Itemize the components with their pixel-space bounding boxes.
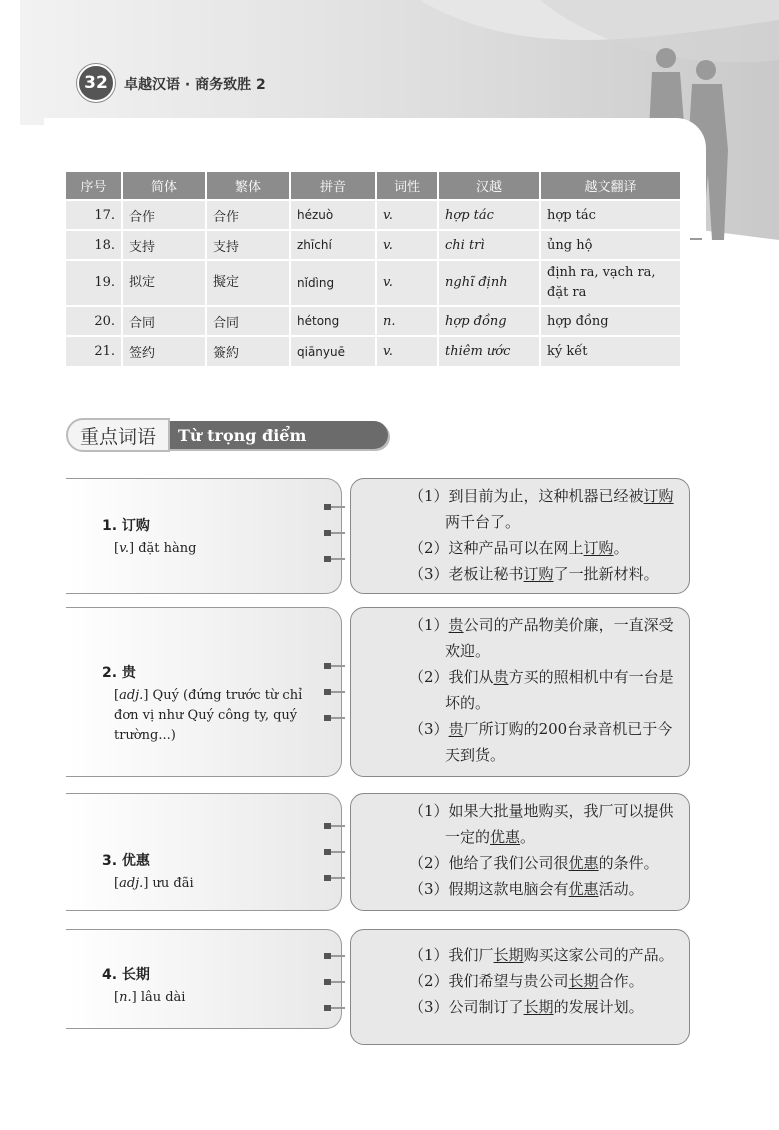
example-sentence: （3）假期这款电脑会有优惠活动。 (409, 880, 644, 898)
word-pos: adj. (119, 876, 144, 891)
word-title: 2. 贵 (102, 665, 136, 681)
cell-simplified: 拟定 (122, 260, 206, 306)
cell-traditional: 擬定 (206, 260, 290, 306)
table-row (66, 260, 680, 306)
example-sentence: （1）贵公司的产品物美价廉，一直深受欢迎。 (409, 616, 674, 660)
cell-traditional: 合同 (206, 306, 290, 336)
cell-num: 20. (66, 306, 122, 336)
table-row (66, 200, 680, 230)
word-pos: v. (119, 541, 130, 556)
cell-num: 18. (66, 230, 122, 260)
example-sentence: （2）我们希望与贵公司长期合作。 (409, 972, 644, 990)
cell-translation: ủng hộ (540, 230, 680, 260)
cell-translation: định ra, vạch ra, đặt ra (540, 260, 680, 306)
col-header: 词性 (376, 172, 438, 200)
cell-pinyin: zhīchí (290, 230, 376, 260)
cell-hanviet: nghĩ định (438, 260, 540, 306)
cell-pinyin: nǐdìng (290, 260, 376, 306)
col-header: 越文翻译 (540, 172, 680, 200)
cell-pos: v. (376, 230, 438, 260)
section-title-cn: 重点词语 (66, 418, 170, 452)
examples-box (350, 929, 690, 1045)
table-row (66, 230, 680, 260)
cell-translation: ký kết (540, 336, 680, 366)
example-sentence: （3）老板让秘书订购了一批新材料。 (409, 565, 659, 583)
example-sentence: （1）我们厂长期购买这家公司的产品。 (409, 946, 674, 964)
example-sentence: （1）到目前为止，这种机器已经被订购两千台了。 (409, 487, 674, 531)
cell-pos: n. (376, 306, 438, 336)
cell-simplified: 支持 (122, 230, 206, 260)
example-sentence: （1）如果大批量地购买，我厂可以提供一定的优惠。 (409, 802, 674, 846)
examples-box (350, 478, 690, 594)
cell-traditional: 簽約 (206, 336, 290, 366)
word-definition: [n.] lâu dài (114, 990, 186, 1005)
cell-simplified: 合同 (122, 306, 206, 336)
cell-translation: hợp tác (540, 200, 680, 230)
book-title: 卓越汉语 · 商务致胜 2 (124, 77, 266, 93)
cell-pinyin: qiānyuē (290, 336, 376, 366)
cell-traditional: 支持 (206, 230, 290, 260)
example-sentence: （3）贵厂所订购的200台录音机已于今天到货。 (409, 720, 673, 764)
word-definition: [adj.] ưu đãi (114, 876, 194, 891)
page-number: 32 (77, 64, 115, 102)
cell-translation: hợp đồng (540, 306, 680, 336)
word-box (66, 478, 342, 594)
example-sentence: （2）这种产品可以在网上订购。 (409, 539, 629, 557)
col-header: 拼音 (290, 172, 376, 200)
example-sentence: （2）他给了我们公司很优惠的条件。 (409, 854, 659, 872)
section-title-vn: Từ trọng điểm (168, 421, 388, 449)
cell-hanviet: chi trì (438, 230, 540, 260)
word-title: 3. 优惠 (102, 853, 150, 869)
word-meaning: lâu dài (140, 990, 186, 1005)
col-header: 汉越 (438, 172, 540, 200)
word-box (66, 929, 342, 1029)
col-header: 序号 (66, 172, 122, 200)
cell-pos: v. (376, 336, 438, 366)
word-box (66, 607, 342, 777)
table-row (66, 336, 680, 366)
cell-pos: v. (376, 260, 438, 306)
vocab-entry (66, 793, 690, 911)
example-sentence: （2）我们从贵方买的照相机中有一台是坏的。 (409, 668, 674, 712)
word-title: 4. 长期 (102, 967, 150, 983)
example-sentence: （3）公司制订了长期的发展计划。 (409, 998, 644, 1016)
word-box (66, 793, 342, 911)
cell-num: 21. (66, 336, 122, 366)
word-pos: n. (119, 990, 132, 1005)
cell-hanviet: hợp tác (438, 200, 540, 230)
word-pos: adj. (119, 688, 144, 703)
cell-simplified: 签约 (122, 336, 206, 366)
word-definition: [v.] đặt hàng (114, 541, 197, 556)
cell-hanviet: thiêm ước (438, 336, 540, 366)
vocab-table (66, 172, 680, 366)
vocab-entry (66, 929, 690, 1045)
word-meaning: đặt hàng (138, 541, 197, 556)
cell-num: 19. (66, 260, 122, 306)
word-meaning: ưu đãi (152, 876, 194, 891)
word-definition: [adj.] Quý (đứng trước từ chỉ đơn vị như Quý công ty, quý trường...) (114, 688, 303, 743)
examples-box (350, 607, 690, 777)
cell-pos: v. (376, 200, 438, 230)
col-header: 简体 (122, 172, 206, 200)
cell-simplified: 合作 (122, 200, 206, 230)
table-row (66, 306, 680, 336)
examples-box (350, 793, 690, 911)
vocab-entry (66, 607, 690, 777)
cell-pinyin: hétong (290, 306, 376, 336)
vocab-entry (66, 478, 690, 594)
word-title: 1. 订购 (102, 518, 150, 534)
col-header: 繁体 (206, 172, 290, 200)
word-meaning: Quý (đứng trước từ chỉ đơn vị như Quý công ty, quý trường...) (114, 688, 303, 743)
table-header-row (66, 172, 680, 200)
cell-traditional: 合作 (206, 200, 290, 230)
cell-pinyin: hézuò (290, 200, 376, 230)
section-heading (66, 418, 388, 452)
cell-hanviet: hợp đồng (438, 306, 540, 336)
cell-num: 17. (66, 200, 122, 230)
